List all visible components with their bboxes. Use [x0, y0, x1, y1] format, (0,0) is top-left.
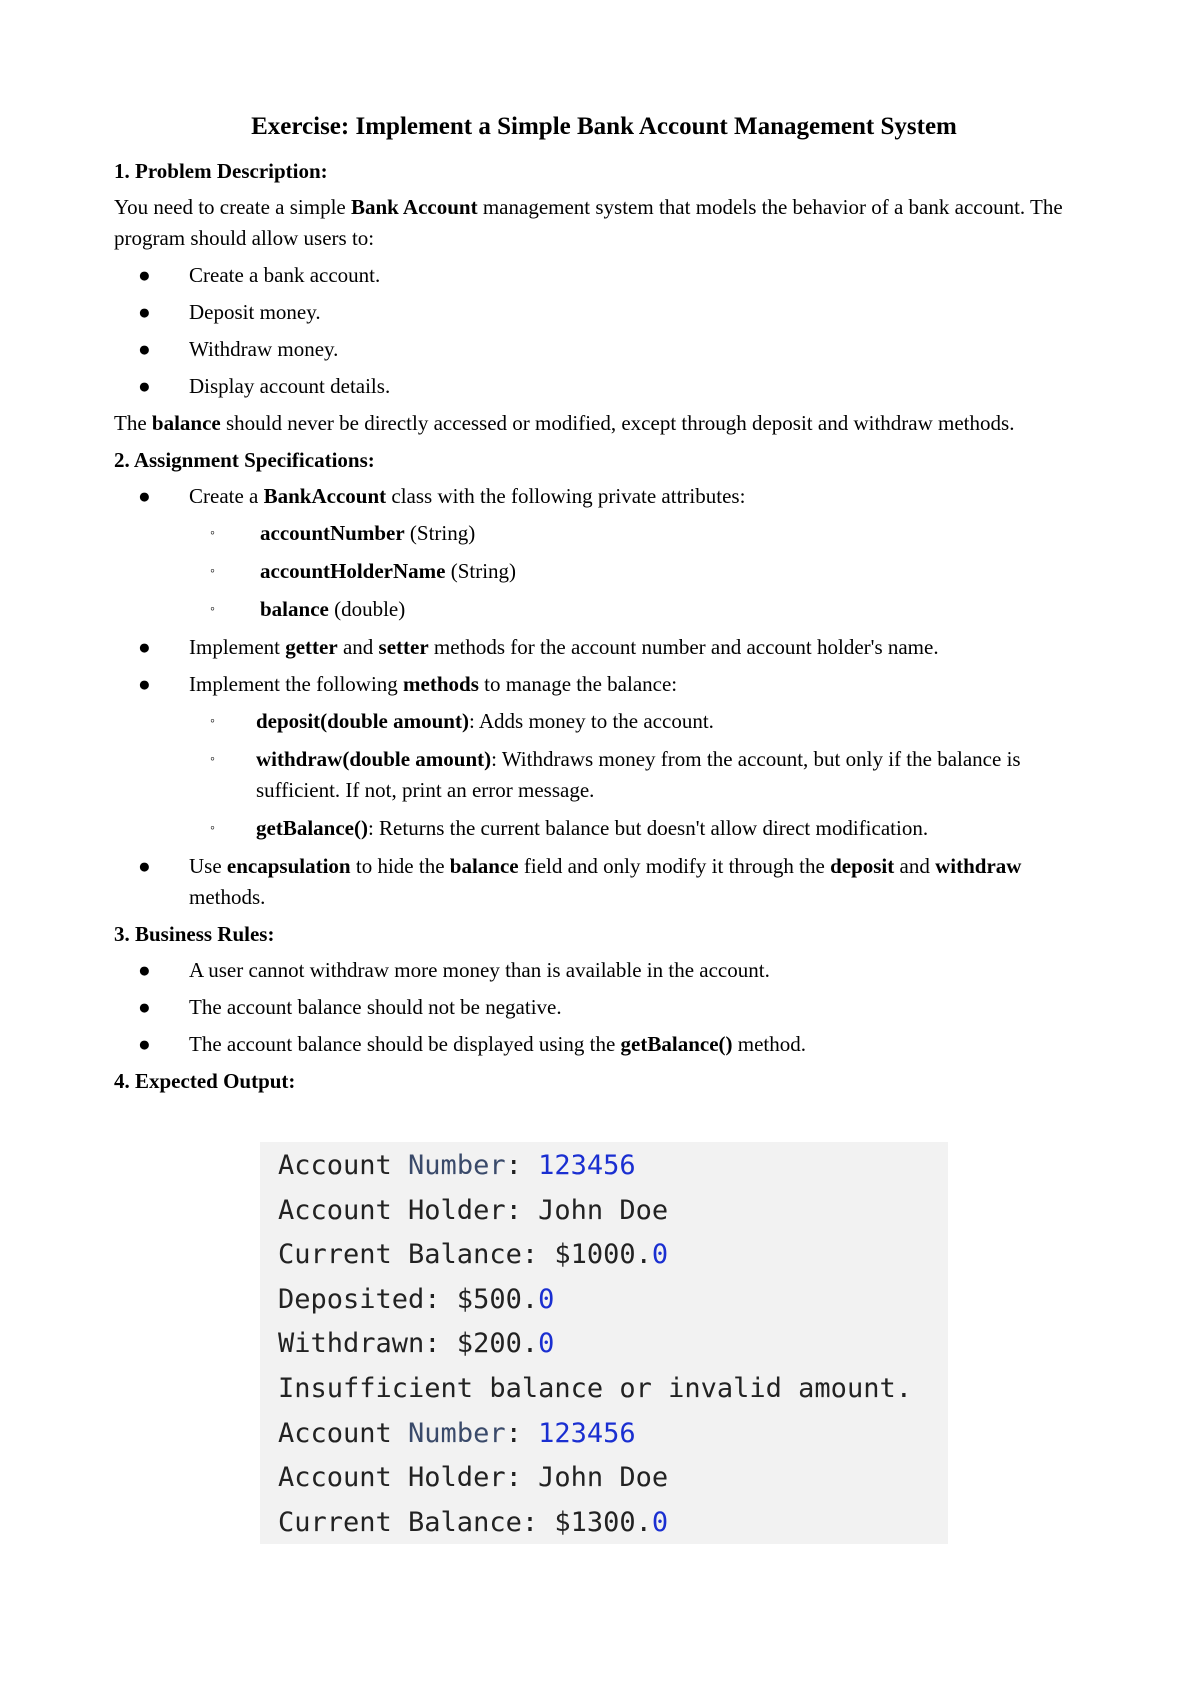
list-item: ● Create a BankAccount class with the following private attributes:: [114, 481, 1094, 512]
code-line: Account Number: 123456: [278, 1150, 636, 1181]
bullet-icon: ●: [138, 995, 151, 1019]
circle-bullet-icon: ◦: [210, 821, 215, 836]
list-item: ● Implement the following methods to manage the balance:: [114, 669, 1094, 700]
bullet-icon: ●: [138, 635, 151, 659]
list-item: ● Use encapsulation to hide the balance field and only modify it through the deposit and withdraw methods.: [114, 851, 1094, 913]
bullet-icon: ●: [138, 672, 151, 696]
list-item: ● Create a bank account.: [114, 260, 1094, 291]
section-heading-specifications: 2. Assignment Specifications:: [114, 448, 375, 472]
attribute-item: ◦ accountHolderName (String): [114, 556, 1094, 587]
code-line: Deposited: $500.0: [278, 1283, 555, 1315]
document-content: [114, 110, 1094, 1102]
code-line: Account Holder: John Doe: [278, 1462, 669, 1494]
list-item: ● Implement getter and setter methods for the account number and account holder's name.: [114, 632, 1094, 663]
code-line: Insufficient balance or invalid amount.: [278, 1372, 912, 1404]
code-line: Current Balance: $1300.0: [278, 1506, 669, 1538]
section-heading-expected-output: 4. Expected Output:: [114, 1069, 296, 1093]
method-item: ◦ deposit(double amount): Adds money to the account.: [114, 706, 1094, 737]
bullet-icon: ●: [138, 958, 151, 982]
attribute-item: ◦ balance (double): [114, 594, 1094, 625]
circle-bullet-icon: ◦: [210, 564, 215, 579]
attribute-item: ◦ accountNumber (String): [114, 518, 1094, 549]
bullet-icon: ●: [138, 337, 151, 361]
circle-bullet-icon: ◦: [210, 714, 215, 729]
spec-list: [114, 481, 1094, 913]
problem-intro: You need to create a simple Bank Account management system that models the behavior of a bank account. The program should allow users to:: [114, 195, 1063, 250]
expected-output-code-block: [260, 1142, 948, 1544]
list-item: ● Display account details.: [114, 371, 1094, 402]
code-line: Current Balance: $1000.0: [278, 1239, 669, 1271]
list-item: ● The account balance should not be negative.: [114, 992, 1094, 1023]
rules-list: [114, 955, 1094, 1060]
code-line: Account Number: 123456: [278, 1417, 636, 1449]
code-line: Withdrawn: $200.0: [278, 1328, 555, 1360]
document-title: Exercise: Implement a Simple Bank Account Management System: [251, 113, 957, 140]
bullet-icon: ●: [138, 263, 151, 287]
section-heading-problem: 1. Problem Description:: [114, 159, 328, 183]
code-line: Account Holder: John Doe: [278, 1194, 669, 1226]
list-item: ● A user cannot withdraw more money than is available in the account.: [114, 955, 1094, 986]
list-item: ● The account balance should be displayed using the getBalance() method.: [114, 1029, 1094, 1060]
circle-bullet-icon: ◦: [210, 526, 215, 541]
method-item: ◦ getBalance(): Returns the current balance but doesn't allow direct modification.: [114, 813, 1094, 844]
bullet-icon: ●: [138, 300, 151, 324]
bullet-icon: ●: [138, 484, 151, 508]
circle-bullet-icon: ◦: [210, 752, 215, 767]
section-heading-business-rules: 3. Business Rules:: [114, 922, 275, 946]
bullet-icon: ●: [138, 1032, 151, 1056]
method-item: ◦ withdraw(double amount): Withdraws money from the account, but only if the balance is sufficient. If not, print an error message.: [114, 744, 1094, 806]
list-item: ● Withdraw money.: [114, 334, 1094, 365]
list-item: ● Deposit money.: [114, 297, 1094, 328]
bullet-icon: ●: [138, 374, 151, 398]
feature-list: [114, 260, 1094, 402]
balance-note: The balance should never be directly accessed or modified, except through deposit and withdraw methods.: [114, 411, 1015, 435]
bullet-icon: ●: [138, 854, 151, 878]
circle-bullet-icon: ◦: [210, 602, 215, 617]
